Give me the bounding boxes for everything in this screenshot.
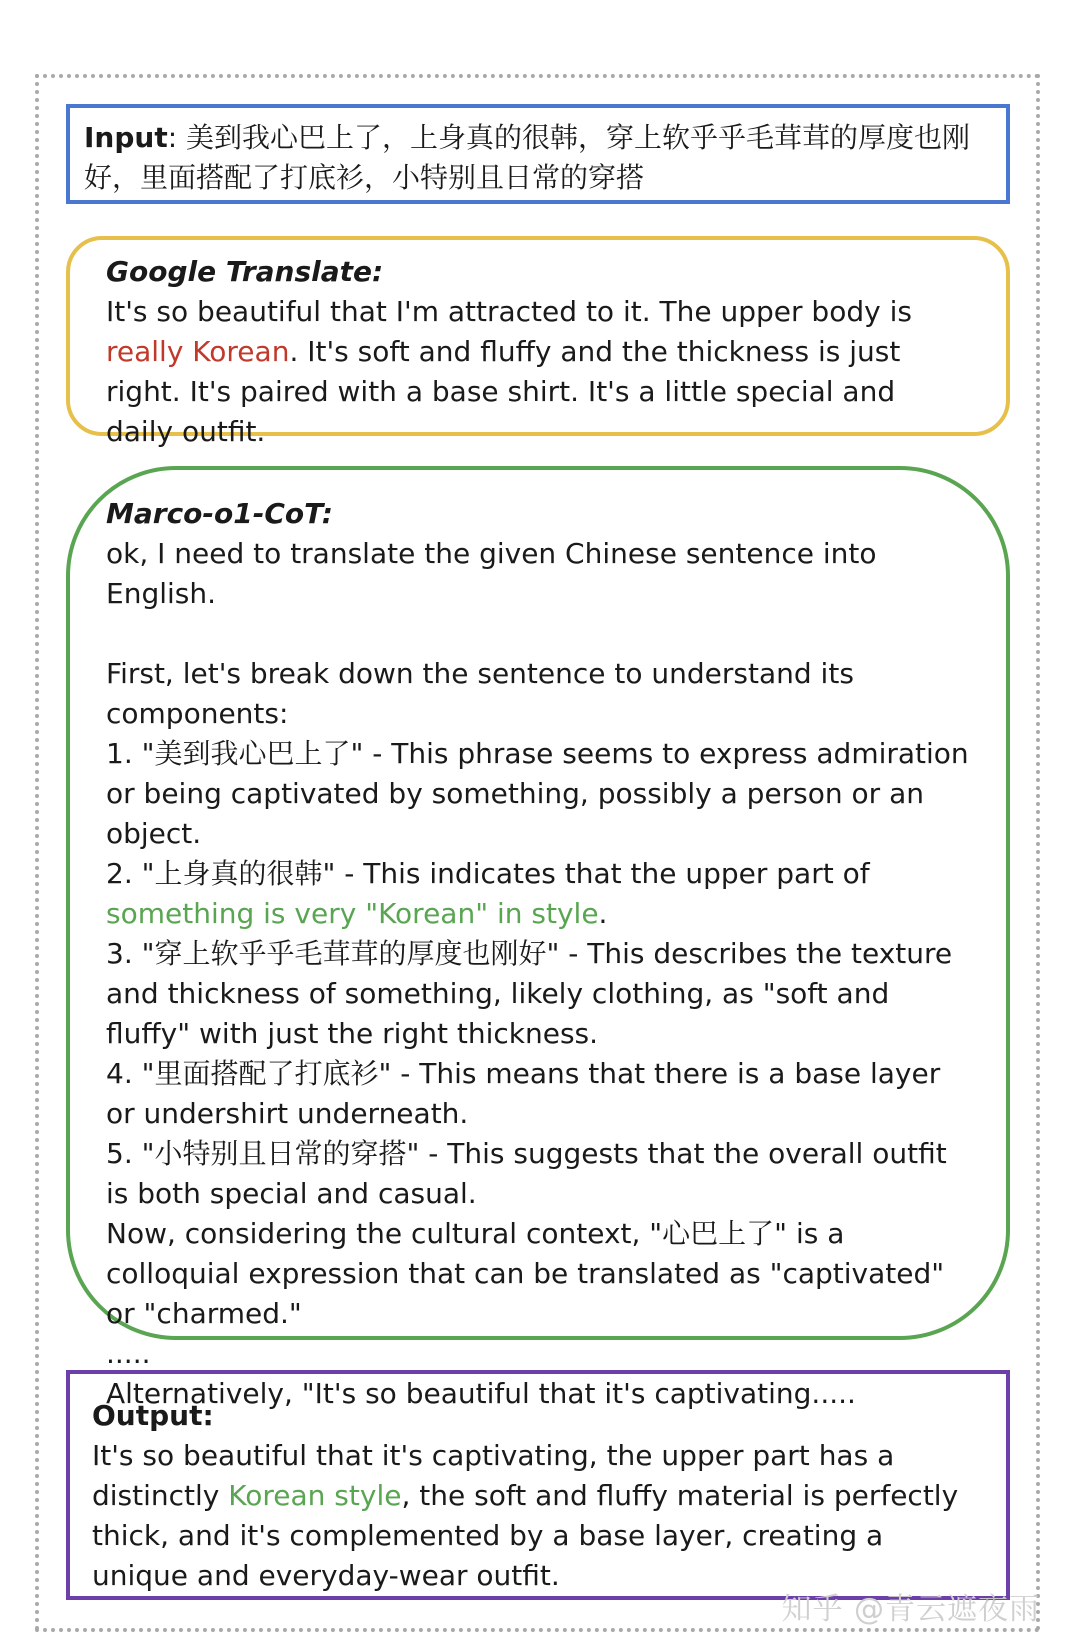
output-title: Output: [92,1399,214,1432]
output-text [92,1436,984,1596]
marco-spacer [106,614,970,654]
marco-item-2-highlight: something is very "Korean" in style [106,897,599,930]
input-text [84,118,992,198]
google-text-before: It's so beautiful that I'm attracted to it. The upper body is [106,295,912,328]
google-highlight: really Korean [106,335,290,368]
marco-item-2-after: . [598,897,608,930]
marco-item-2-before: 2. "上身真的很韩" - This indicates that the upper part of [106,857,870,890]
google-text-after: . It's soft and fluffy and the thickness is just right. It's paired with a base shirt. It's a little special and daily outfit. [106,335,901,448]
input-content: : 美到我心巴上了，上身真的很韩，穿上软乎乎毛茸茸的厚度也刚好，里面搭配了打底衫，小特别且日常的穿搭 [84,121,971,194]
marco-ellipsis: ..... [106,1337,151,1370]
marco-item-4: 4. "里面搭配了打底衫" - This means that there is a base layer or undershirt underneath. [106,1057,941,1130]
marco-cot-box [66,466,1010,1410]
output-text-before: It's so beautiful that it's captivating, the upper part has a distinctly [92,1439,895,1512]
marco-breakdown: First, let's break down the sentence to understand its components: [106,657,854,730]
marco-item-5: 5. "小特别且日常的穿搭" - This suggests that the overall outfit is both special and casual. [106,1137,947,1210]
input-box [66,104,1010,204]
output-highlight: Korean style [228,1479,402,1512]
marco-title: Marco-o1-CoT: [106,497,333,530]
output-text-after: , the soft and fluffy material is perfectly thick, and it's complemented by a base layer, creating a unique and everyday-wear outfit. [92,1479,959,1592]
marco-context: Now, considering the cultural context, "心巴上了" is a colloquial expression that can be translated as "captivated" or "charmed." [106,1217,945,1330]
watermark: 知乎 @青云遮夜雨 [781,1592,1040,1627]
output-box [66,1370,1010,1600]
marco-intro: ok, I need to translate the given Chinese sentence into English. [106,537,877,610]
input-label: Input [84,121,168,154]
marco-item-3: 3. "穿上软乎乎毛茸茸的厚度也刚好" - This describes the texture and thickness of something, likely clothing, as "soft and fluffy" with just the right thickness. [106,937,953,1050]
marco-item-1: 1. "美到我心巴上了" - This phrase seems to express admiration or being captivated by something, possibly a person or an object. [106,737,969,850]
marco-alternative: Alternatively, "It's so beautiful that it's captivating..... [106,1377,856,1410]
google-translate-title: Google Translate: [106,255,384,288]
google-translate-box [66,236,1010,448]
google-translate-text [106,292,970,452]
marco-item-2 [106,854,970,934]
